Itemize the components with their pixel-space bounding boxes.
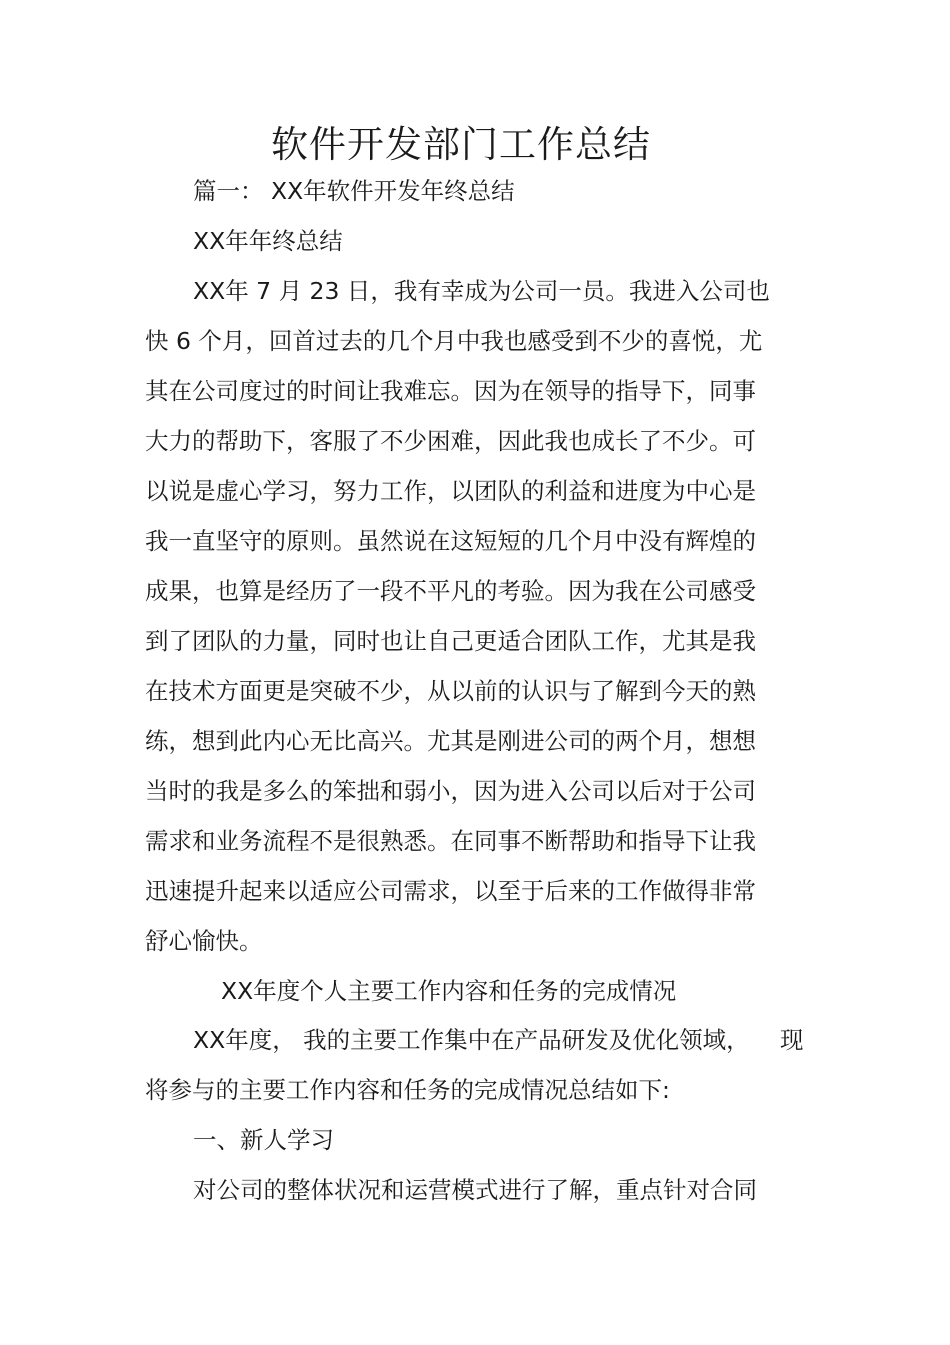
document-title: 软件开发部门工作总结 <box>271 123 651 166</box>
paragraph1-line: 在技术方面更是突破不少，从以前的认识与了解到今天的熟 <box>145 677 756 705</box>
paragraph1-line: 大力的帮助下，客服了不少困难，因此我也成长了不少。可 <box>145 427 756 455</box>
paragraph1-line: 成果，也算是经历了一段不平凡的考验。因为我在公司感受 <box>145 577 756 605</box>
item1-heading: 一、新人学习 <box>193 1126 334 1154</box>
paragraph1-line: 以说是虚心学习，努力工作，以团队的利益和进度为中心是 <box>145 477 756 505</box>
paragraph1-line: 练，想到此内心无比高兴。尤其是刚进公司的两个月，想想 <box>145 727 756 755</box>
section-heading: XX年度个人主要工作内容和任务的完成情况 <box>221 977 677 1005</box>
paragraph1-line: 快 6 个月，回首过去的几个月中我也感受到不少的喜悦，尤 <box>145 327 763 355</box>
paragraph1-line: 其在公司度过的时间让我难忘。因为在领导的指导下，同事 <box>145 377 756 405</box>
paragraph1-line: 舒心愉快。 <box>145 927 263 955</box>
sub-heading: XX年年终总结 <box>193 227 343 255</box>
item1-first-line: 对公司的整体状况和运营模式进行了解，重点针对合同 <box>193 1176 757 1204</box>
paragraph1-line: 到了团队的力量，同时也让自己更适合团队工作，尤其是我 <box>145 627 756 655</box>
paragraph1-line: 迅速提升起来以适应公司需求，以至于后来的工作做得非常 <box>145 877 756 905</box>
paragraph1-first-line: XX年 7 月 23 日，我有幸成为公司一员。我进入公司也 <box>193 277 770 305</box>
paragraph2-first-line-end: 现 <box>780 1026 804 1054</box>
paragraph2-second-line: 将参与的主要工作内容和任务的完成情况总结如下: <box>145 1076 670 1104</box>
paragraph1-line: 我一直坚守的原则。虽然说在这短短的几个月中没有辉煌的 <box>145 527 756 555</box>
paragraph1-line: 需求和业务流程不是很熟悉。在同事不断帮助和指导下让我 <box>145 827 756 855</box>
paragraph2-first-line: XX年度， 我的主要工作集中在产品研发及优化领域， <box>193 1026 750 1054</box>
part-heading: 篇一： XX年软件开发年终总结 <box>193 177 515 205</box>
paragraph1-line: 当时的我是多么的笨拙和弱小，因为进入公司以后对于公司 <box>145 777 756 805</box>
